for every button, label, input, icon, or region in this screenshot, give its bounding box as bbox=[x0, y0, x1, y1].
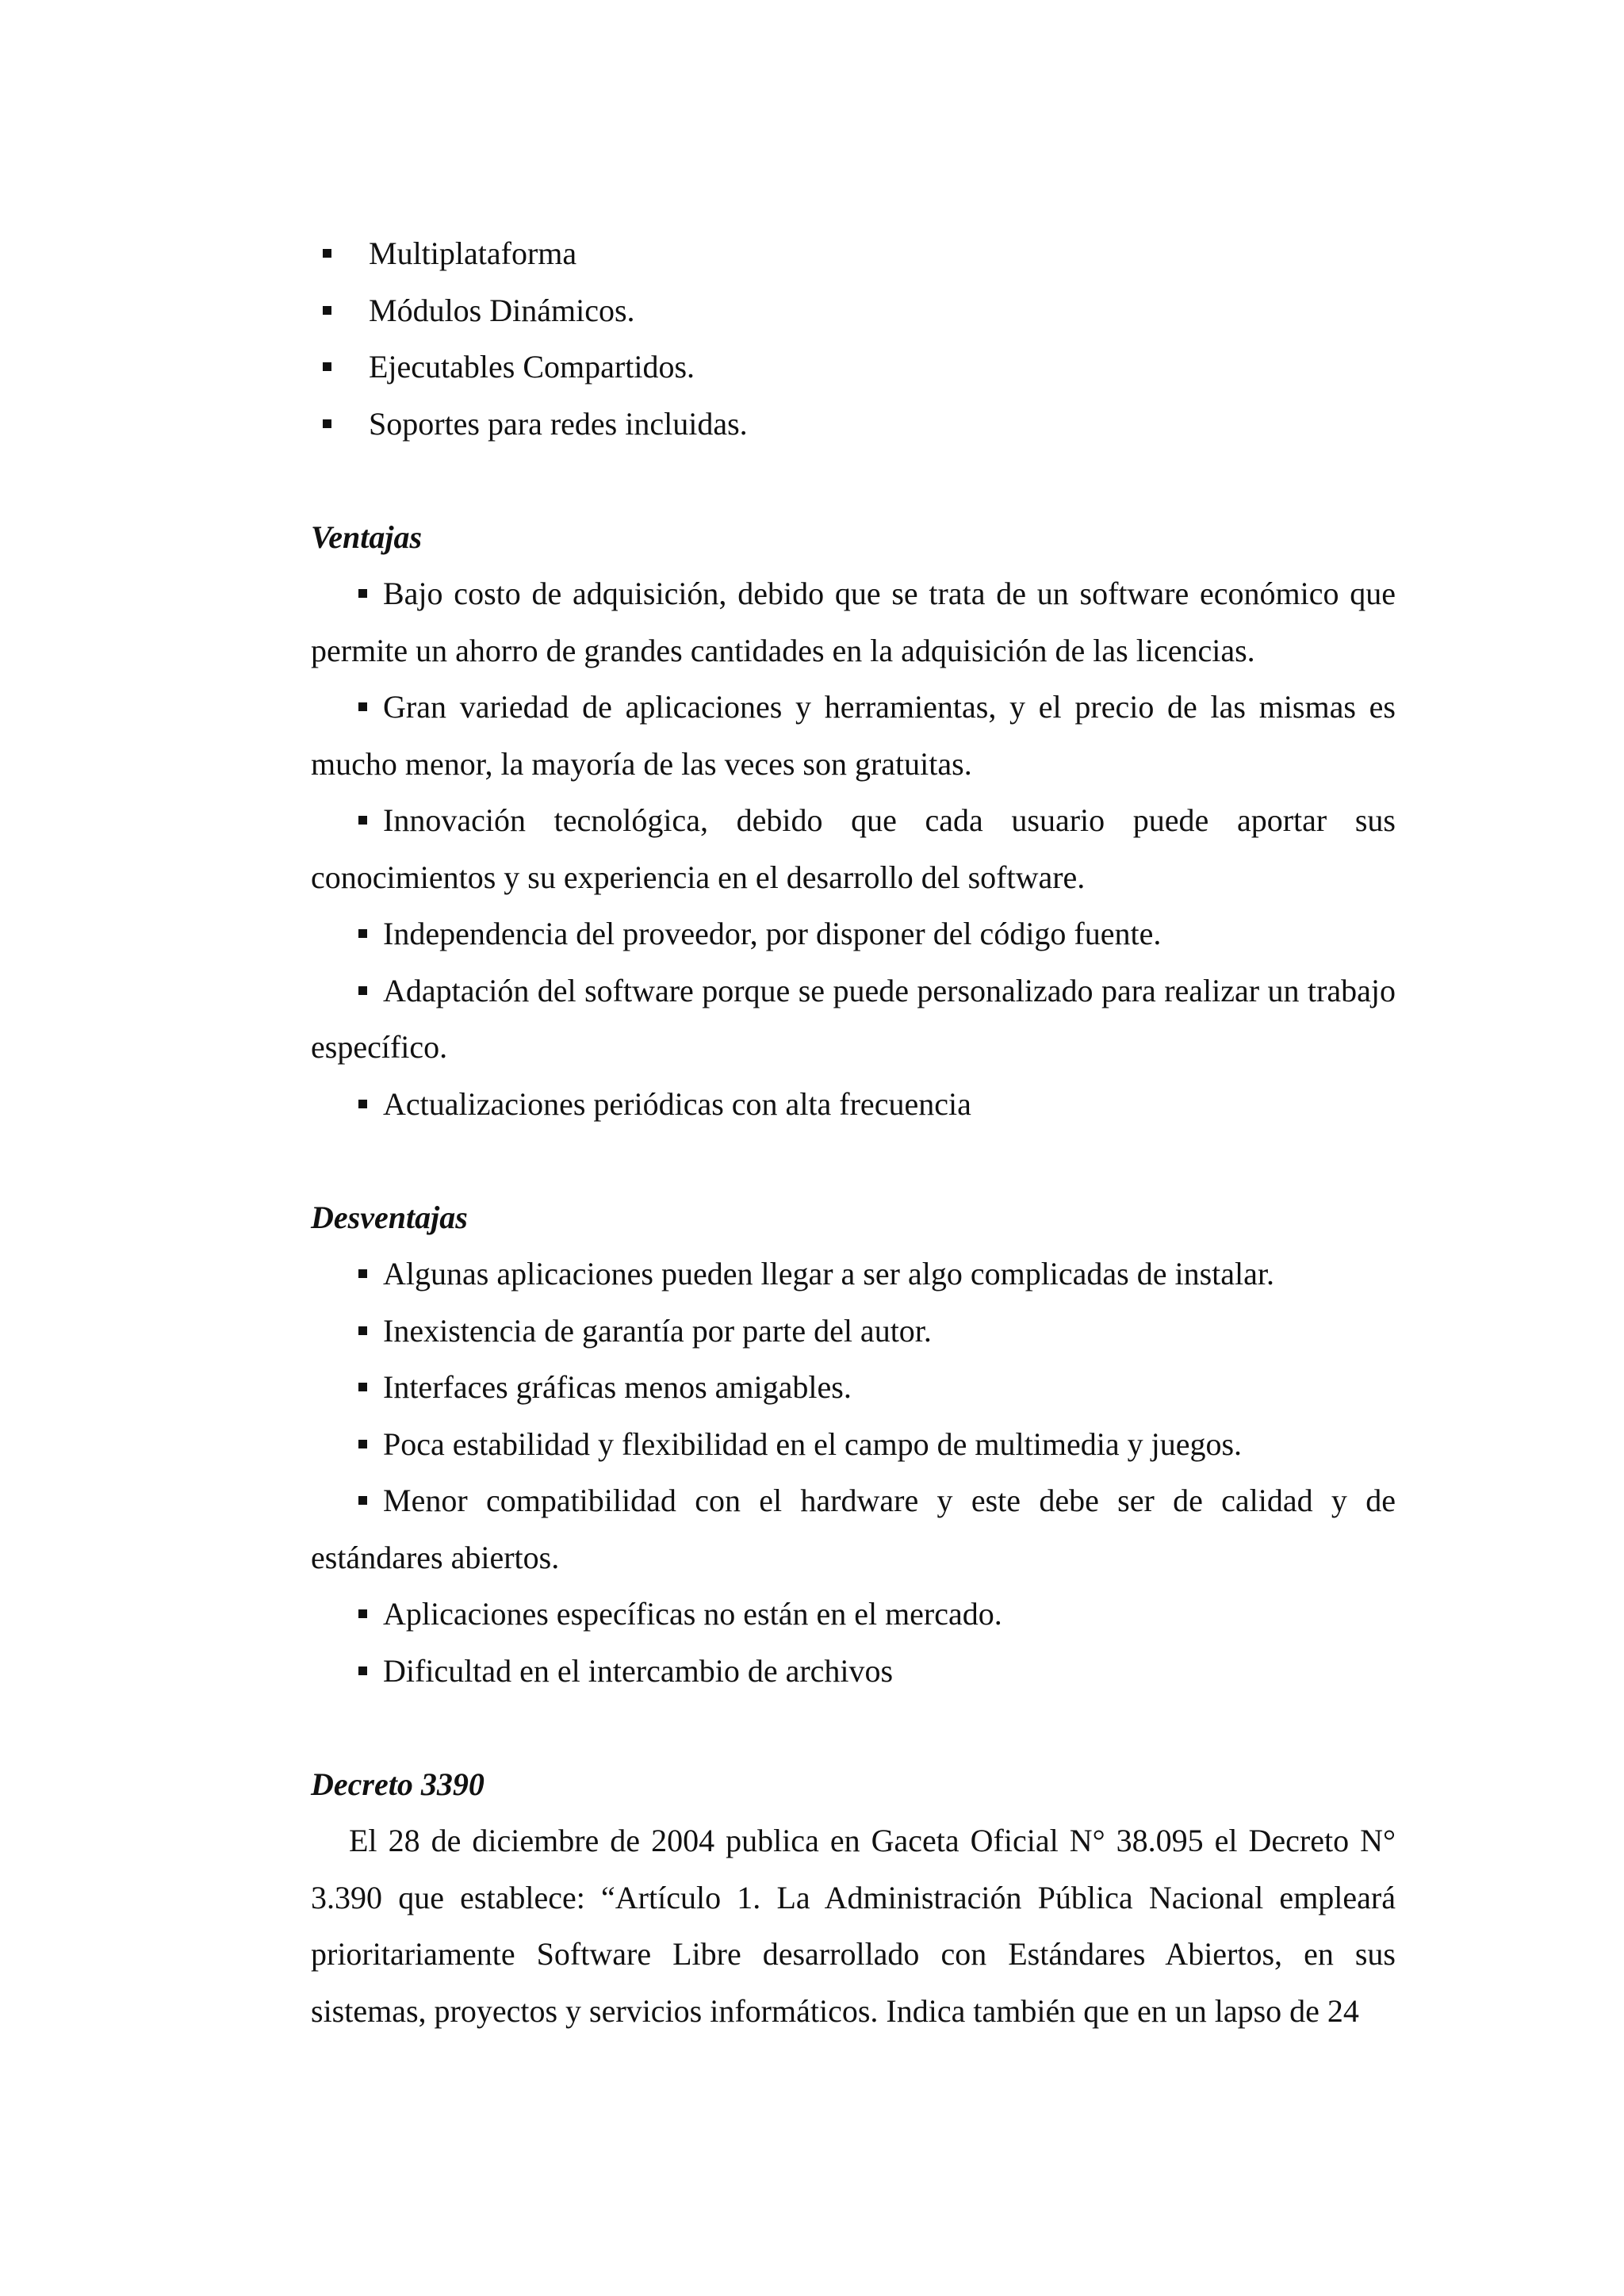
ventajas-item bbox=[311, 565, 1396, 679]
ventajas-item-text: Bajo costo de adquisición, debido que se trata de un software económico que permite un ahorro de grandes cantidades en la adquisición de las licencias. bbox=[311, 576, 1396, 668]
spacer bbox=[311, 1699, 1396, 1756]
desventajas-item bbox=[311, 1472, 1396, 1586]
list-item-text: Módulos Dinámicos. bbox=[369, 292, 635, 328]
square-bullet-icon bbox=[358, 816, 367, 825]
desventajas-item bbox=[311, 1359, 1396, 1416]
desventajas-item-text: Interfaces gráficas menos amigables. bbox=[383, 1369, 852, 1405]
desventajas-item-text: Algunas aplicaciones pueden llegar a ser algo complicadas de instalar. bbox=[383, 1256, 1275, 1292]
square-bullet-icon bbox=[323, 419, 331, 428]
square-bullet-icon bbox=[358, 1667, 367, 1675]
desventajas-item-text: Poca estabilidad y flexibilidad en el campo de multimedia y juegos. bbox=[383, 1425, 1243, 1462]
desventajas-item bbox=[311, 1643, 1396, 1700]
section-heading-decreto: Decreto 3390 bbox=[311, 1766, 485, 1802]
list-item bbox=[311, 282, 1396, 339]
desventajas-item-text: Dificultad en el intercambio de archivos bbox=[383, 1652, 894, 1689]
square-bullet-icon bbox=[358, 986, 367, 995]
list-item-text: Multiplataforma bbox=[369, 235, 577, 271]
square-bullet-icon bbox=[323, 249, 331, 258]
square-bullet-icon bbox=[358, 589, 367, 598]
square-bullet-icon bbox=[323, 362, 331, 371]
square-bullet-icon bbox=[358, 1383, 367, 1391]
square-bullet-icon bbox=[358, 1269, 367, 1278]
desventajas-item bbox=[311, 1416, 1396, 1473]
desventajas-item-text: Inexistencia de garantía por parte del autor. bbox=[383, 1312, 932, 1349]
spacer bbox=[311, 1132, 1396, 1189]
desventajas-item bbox=[311, 1303, 1396, 1360]
feature-list bbox=[311, 225, 1396, 452]
section-heading-ventajas: Ventajas bbox=[311, 519, 423, 555]
section-heading-desventajas: Desventajas bbox=[311, 1199, 468, 1235]
square-bullet-icon bbox=[358, 1100, 367, 1108]
decreto-paragraph: El 28 de diciembre de 2004 publica en Gaceta Oficial N° 38.095 el Decreto N° 3.390 que establece: “Artículo 1. La Administración Pública Nacional empleará prioritariamente Software Libre desarrollado con Estándares Abiertos, en sus sistemas, proyectos y servicios informáticos. Indica también que en un lapso de 24 bbox=[311, 1823, 1396, 2029]
ventajas-item bbox=[311, 905, 1396, 962]
square-bullet-icon bbox=[358, 929, 367, 938]
ventajas-item-text: Innovación tecnológica, debido que cada usuario puede aportar sus conocimientos y su experiencia en el desarrollo del software. bbox=[311, 802, 1396, 895]
desventajas-item bbox=[311, 1586, 1396, 1643]
list-item-text: Soportes para redes incluidas. bbox=[369, 405, 748, 442]
square-bullet-icon bbox=[323, 306, 331, 315]
list-item bbox=[311, 339, 1396, 396]
list-item-text: Ejecutables Compartidos. bbox=[369, 349, 695, 385]
ventajas-item-text: Adaptación del software porque se puede personalizado para realizar un trabajo específico. bbox=[311, 972, 1396, 1065]
spacer bbox=[311, 452, 1396, 509]
square-bullet-icon bbox=[358, 1440, 367, 1448]
page-content bbox=[311, 225, 1396, 2039]
ventajas-item bbox=[311, 679, 1396, 792]
ventajas-item-text: Gran variedad de aplicaciones y herramientas, y el precio de las mismas es mucho menor, la mayoría de las veces son gratuitas. bbox=[311, 689, 1396, 782]
ventajas-item bbox=[311, 792, 1396, 905]
ventajas-item-text: Independencia del proveedor, por disponer del código fuente. bbox=[383, 916, 1162, 951]
ventajas-item bbox=[311, 962, 1396, 1076]
desventajas-item-text: Menor compatibilidad con el hardware y este debe ser de calidad y de estándares abiertos. bbox=[311, 1483, 1396, 1575]
desventajas-item-text: Aplicaciones específicas no están en el mercado. bbox=[383, 1596, 1002, 1632]
square-bullet-icon bbox=[358, 1496, 367, 1505]
ventajas-item-text: Actualizaciones periódicas con alta frecuencia bbox=[383, 1085, 971, 1122]
square-bullet-icon bbox=[358, 1609, 367, 1618]
list-item bbox=[311, 396, 1396, 453]
list-item bbox=[311, 225, 1396, 282]
square-bullet-icon bbox=[358, 1326, 367, 1335]
square-bullet-icon bbox=[358, 702, 367, 711]
ventajas-item bbox=[311, 1076, 1396, 1133]
desventajas-item bbox=[311, 1246, 1396, 1303]
